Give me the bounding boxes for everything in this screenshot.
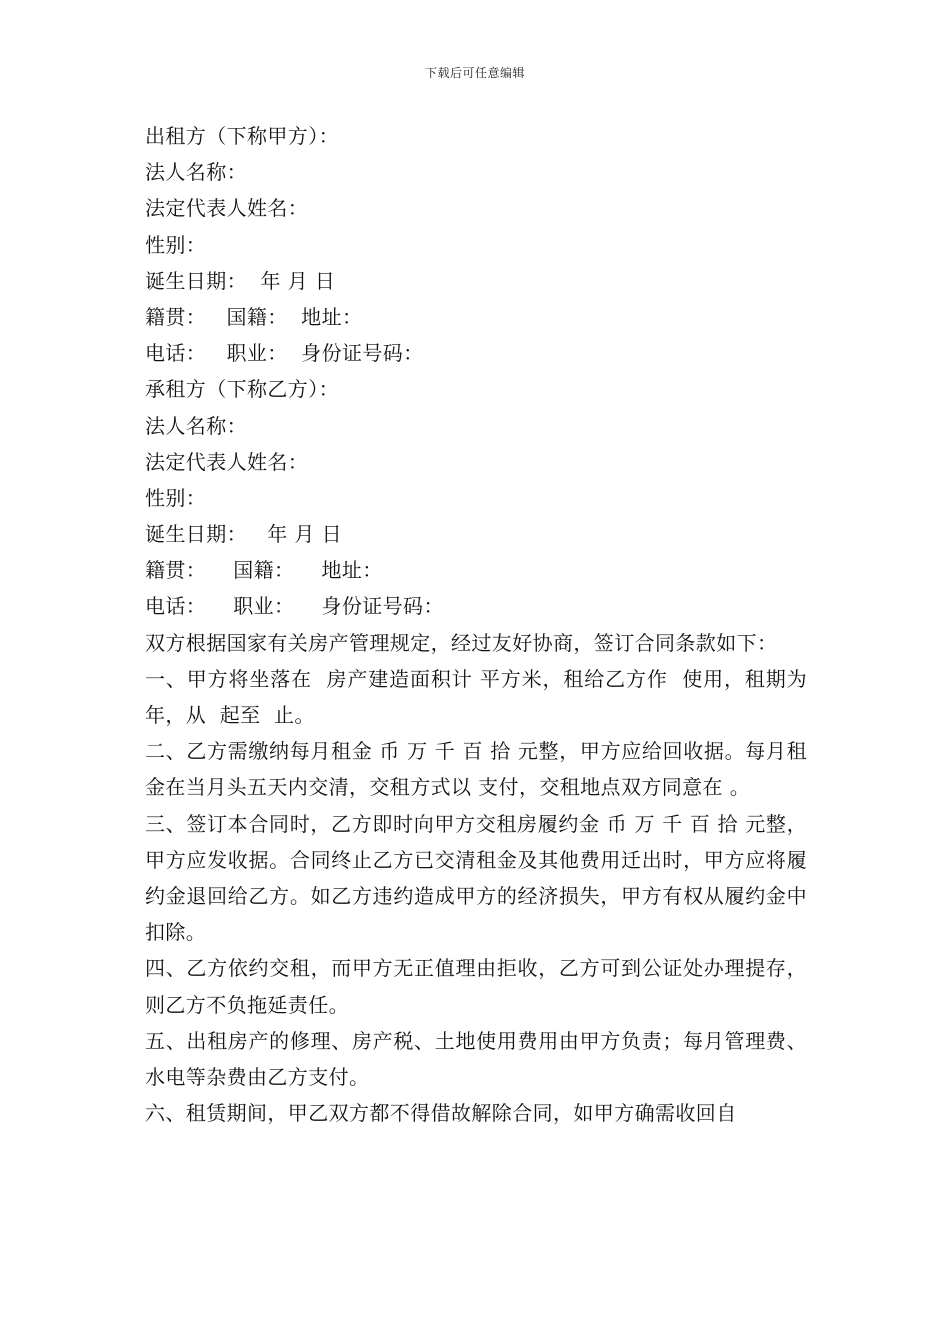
clause-6: 六、租赁期间，甲乙双方都不得借故解除合同，如甲方确需收回自 <box>145 1101 737 1126</box>
lessor-gender: 性别： <box>145 232 207 257</box>
clause-3: 三、签订本合同时，乙方即时向甲方交租房履约金 币 万 千 百 拾 元整，甲方应发收据。合同终止乙方已交清租金及其他费用迁出时，甲方应将履约金退回给乙方。如乙方违约造成甲方的经济损失，甲方有权从履约金中扣除。 <box>145 811 807 945</box>
lessee-gender: 性别： <box>145 485 207 510</box>
lessor-rep-name: 法定代表人姓名： <box>145 196 309 221</box>
lessee-origin: 籍贯： 国籍： 地址： <box>145 558 383 583</box>
clause-4: 四、乙方依约交租，而甲方无正值理由拒收，乙方可到公证处办理提存，则乙方不负拖延责任。 <box>145 956 807 1017</box>
lessor-legal-name: 法人名称： <box>145 160 247 185</box>
lessor-phone: 电话： 职业： 身份证号码： <box>145 341 424 366</box>
lessor-origin: 籍贯： 国籍： 地址： <box>145 304 363 329</box>
lessee-title: 承租方（下称乙方）： <box>145 377 339 402</box>
lessee-birth-date: 诞生日期： 年 月 日 <box>145 522 342 547</box>
lessor-birth-date: 诞生日期： 年 月 日 <box>145 268 336 293</box>
clause-intro: 双方根据国家有关房产管理规定，经过友好协商，签订合同条款如下： <box>145 630 778 655</box>
clause-1: 一、甲方将坐落在 房产建造面积计 平方米，租给乙方作 使用，租期为 年，从 起至 止。 <box>145 666 814 728</box>
clause-5: 五、出租房产的修理、房产税、土地使用费用由甲方负责；每月管理费、水电等杂费由乙方支付。 <box>145 1028 807 1090</box>
lessee-rep-name: 法定代表人姓名： <box>145 449 309 474</box>
lessor-title: 出租方（下称甲方）： <box>145 124 339 148</box>
lessee-legal-name: 法人名称： <box>145 413 247 438</box>
lessee-phone: 电话： 职业： 身份证号码： <box>145 594 444 619</box>
contract-body <box>145 118 814 1131</box>
clause-2: 二、乙方需缴纳每月租金 币 万 千 百 拾 元整，甲方应给回收据。每月租金在当月头五天内交清，交租方式以 支付，交租地点双方同意在 。 <box>145 739 807 800</box>
page-header: 下载后可任意编辑 <box>424 66 525 80</box>
